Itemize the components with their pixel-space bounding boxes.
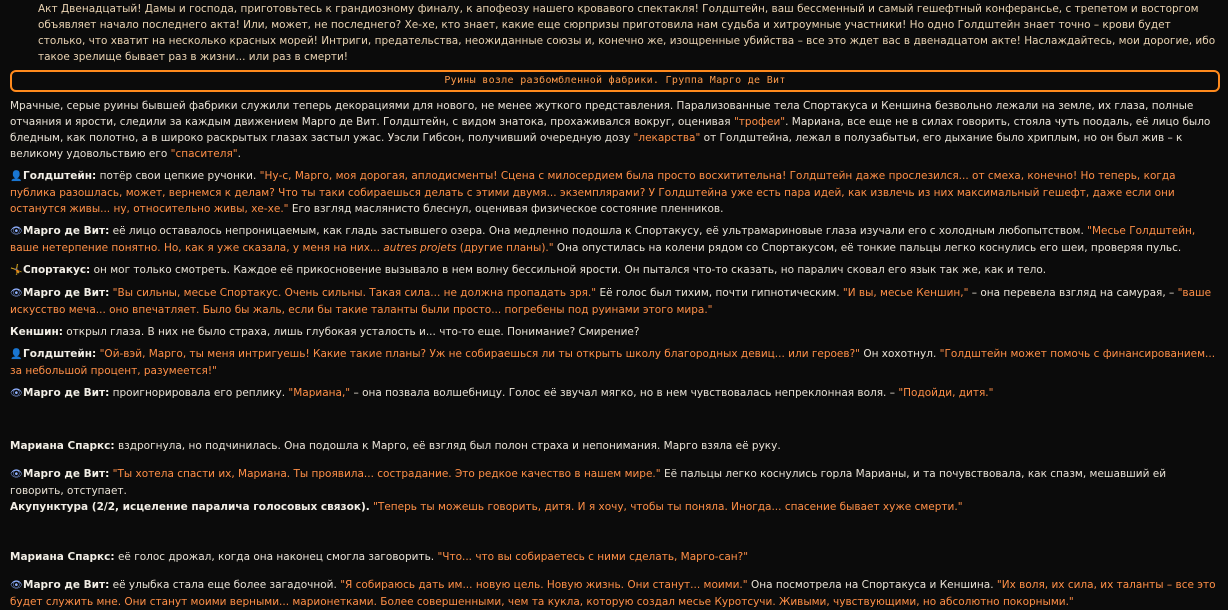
speaker-name: Голдштейн:	[23, 170, 97, 182]
quote-text: "Ой-вэй, Марго, ты меня интригуешь! Какие такие планы? Уж не собираешься ли ты открыть школу благородных девиц... или героев?"	[99, 348, 860, 360]
dialogue-mariana-1	[10, 438, 1220, 454]
speaker-name: Марго де Вит:	[23, 225, 110, 237]
chat-log	[10, 0, 1220, 610]
narration-text: .	[237, 148, 241, 160]
eye-icon: 👁	[10, 469, 23, 480]
speaker-name: Кеншин:	[10, 326, 63, 338]
quote-text: "Подойди, дитя."	[898, 387, 994, 399]
narration-text: потёр свои цепкие ручонки.	[96, 170, 260, 182]
dialogue-mariana-2	[10, 549, 1220, 565]
narration-text: Её голос был тихим, почти гипнотическим.	[596, 287, 843, 299]
quote-text: "Ты хотела спасти их, Мариана. Ты проявила... сострадание. Это редкое качество в нашем мире."	[112, 468, 661, 480]
quote-text: "Мариана,"	[288, 387, 351, 399]
narration-text: – она позвала волшебницу. Голос её звучал мягко, но в нем чувствовалась непреклонная воля. –	[350, 387, 899, 399]
narration-text: её улыбка стала еще более загадочной.	[109, 579, 341, 591]
quote-text: (другие планы)."	[456, 242, 554, 254]
quote-text: "Я собираюсь дать им... новую цель. Новую жизнь. Они станут... моими."	[340, 579, 748, 591]
person-icon: 👤	[10, 349, 23, 360]
dialogue-margo-5	[10, 577, 1220, 610]
dialogue-spartacus	[10, 262, 1220, 279]
acrobat-icon: 🤸	[10, 265, 23, 276]
eye-icon: 👁	[10, 388, 23, 399]
skill-text: Акупунктура (2/2, исцеление паралича голосовых связок).	[10, 501, 370, 513]
narration-paragraph	[10, 98, 1220, 162]
dialogue-kenshin	[10, 324, 1220, 340]
dialogue-margo-4	[10, 466, 1220, 515]
narration-text: Её пальцы легко коснулись горла Марианы, и та почувствовала, как спазм, мешавший ей говорить, отступает.	[10, 468, 1167, 497]
speaker-name: Марго де Вит:	[23, 387, 110, 399]
dialogue-margo-1	[10, 223, 1220, 256]
quote-italic-text: autres projets	[383, 242, 457, 254]
narration-text: открыл глаза. В них не было страха, лишь глубокая усталость и... что-то еще. Понимание? Смирение?	[62, 326, 640, 338]
narration-text: Она опустилась на колени рядом со Спортакусом, её тонкие пальцы легко коснулись его шеи, проверяя пульс.	[553, 242, 1182, 254]
narration-text: – она перевела взгляд на самурая, –	[968, 287, 1178, 299]
narration-text: вздрогнула, но подчинилась. Она подошла к Марго, её взгляд был полон страха и непонимания. Марго взяла её руку.	[114, 440, 781, 452]
speaker-name: Марго де Вит:	[23, 287, 110, 299]
narration-text: . Мариана, все еще не в силах говорить, стояла чуть поодаль, её лицо было бледным, как полотно, а в широко раскрытых глазах застыл ужас. Уэсли Гибсон, получивший очередную дозу	[10, 116, 1211, 144]
scene-title: Руины возле разбомбленной фабрики. Группа Марго де Вит	[444, 75, 786, 86]
spacer	[10, 521, 1220, 549]
person-icon: 👤	[10, 171, 23, 182]
narration-text: Мрачные, серые руины бывшей фабрики служили теперь декорациями для нового, не менее жуткого представления. Парализованные тела Спортакуса и Кеншина безвольно лежали на земле, их глаза, полные отчаяния и ярости, следили за каждым движением Марго де Вит. Голдштейн, с видом знатока, прохаживался вокруг, оценивая	[10, 100, 1194, 128]
dialogue-goldstein-1	[10, 168, 1220, 217]
narration-text: её голос дрожал, когда она наконец смогла заговорить.	[114, 551, 438, 563]
spacer	[10, 408, 1220, 438]
dialogue-goldstein-2	[10, 346, 1220, 379]
speaker-name: Мариана Спаркс:	[10, 551, 115, 563]
quote-text: "спасителя"	[170, 148, 238, 160]
narration-text: Его взгляд маслянисто блеснул, оценивая физическое состояние пленников.	[288, 203, 724, 215]
speaker-name: Мариана Спаркс:	[10, 440, 115, 452]
narration-text: Она посмотрела на Спортакуса и Кеншина.	[747, 579, 997, 591]
quote-text: "Теперь ты можешь говорить, дитя. И я хочу, чтобы ты поняла. Иногда... спасение бывает хуже смерти."	[373, 501, 963, 513]
quote-text: "Голдштейн может помочь с финансированием... за небольшой процент, разумеется!"	[10, 348, 1216, 377]
quote-text: "лекарства"	[633, 132, 701, 144]
quote-text: "трофеи"	[733, 116, 786, 128]
quote-text: "И вы, месье Кеншин,"	[842, 287, 969, 299]
narration-text: её лицо оставалось непроницаемым, как гладь застывшего озера. Она медленно подошла к Спортакусу, её ультрамариновые глаза изучали его с холодным любопытством.	[109, 225, 1088, 237]
quote-text: "Месье Голдштейн, ваше нетерпение понятно. Но, как я уже сказала, у меня на них...	[10, 225, 1196, 254]
speaker-name: Голдштейн:	[23, 348, 97, 360]
eye-icon: 👁	[10, 580, 23, 591]
narration-text: он мог только смотреть. Каждое её прикосновение вызывало в нем волну бессильной ярости. Он пытался что-то сказать, но паралич сковал его язык так же, как и тело.	[90, 264, 1047, 276]
quote-text: "Их воля, их сила, их таланты – все это будет служить мне. Они станут моими верными... марионетками. Более совершенными, чем та кукла, которую создал месье Куротсучи. Живыми, чувствующими, но абсолютно покорными."	[10, 579, 1216, 608]
quote-text: "ваше искусство меча... оно впечатляет. Было бы жаль, если бы такие таланты были просто... погребены под руинами этого мира."	[10, 287, 1212, 316]
narration-text: Он хохотнул.	[859, 348, 940, 360]
speaker-name: Марго де Вит:	[23, 468, 110, 480]
intro-text: Акт Двенадцатый! Дамы и господа, приготовьтесь к грандиозному финалу, к апофеозу нашего кровавого спектакля! Голдштейн, ваш бессменный и самый гешефтный конферансье, с трепетом и восторгом объявляет начало последнего акта! Или, может, не последнего? Хе-хе, кто знает, какие еще сюрпризы приготовила нам судьба и хитроумные участники! Но одно Голдштейн знает точно – крови будет столько, что хватит на несколько красных морей! Интриги, предательства, неожиданные союзы и, конечно же, изощренные убийства – все это ждет вас в двенадцатом акте! Наслаждайтесь, мои дорогие, ибо такое зрелище бывает раз в жизни... или раз в смерти!	[38, 3, 1216, 63]
dialogue-margo-3	[10, 385, 1220, 402]
quote-text: "Что... что вы собираетесь с ними сделать, Марго-сан?"	[437, 551, 749, 563]
speaker-name: Марго де Вит:	[23, 579, 110, 591]
narration-text: от Голдштейна, лежал в полузабытьи, его дыхание было хриплым, но он был жив – к великому удовольствию его	[10, 132, 1183, 160]
eye-icon: 👁	[10, 288, 23, 299]
narration-text: проигнорировала его реплику.	[109, 387, 289, 399]
eye-icon: 👁	[10, 226, 23, 237]
quote-text: "Ну-с, Марго, моя дорогая, аплодисменты! Сцена с милосердием была просто восхитительна! Голдштейн даже прослезился... от смеха, конечно! Но теперь, когда публика разошлась, может, вернемся к делам? Что ты таки собираешься делать с этими двумя... экземплярами? У Голдштейна уже есть пара идей, как извлечь из них максимальный гешефт, даже если они останутся живы... ну, относительно живы, хе-хе."	[10, 170, 1176, 215]
dialogue-margo-2	[10, 285, 1220, 318]
speaker-name: Спортакус:	[23, 264, 91, 276]
scene-title-banner	[10, 70, 1220, 92]
quote-text: "Вы сильны, месье Спортакус. Очень сильны. Такая сила... не должна пропадать зря."	[112, 287, 597, 299]
